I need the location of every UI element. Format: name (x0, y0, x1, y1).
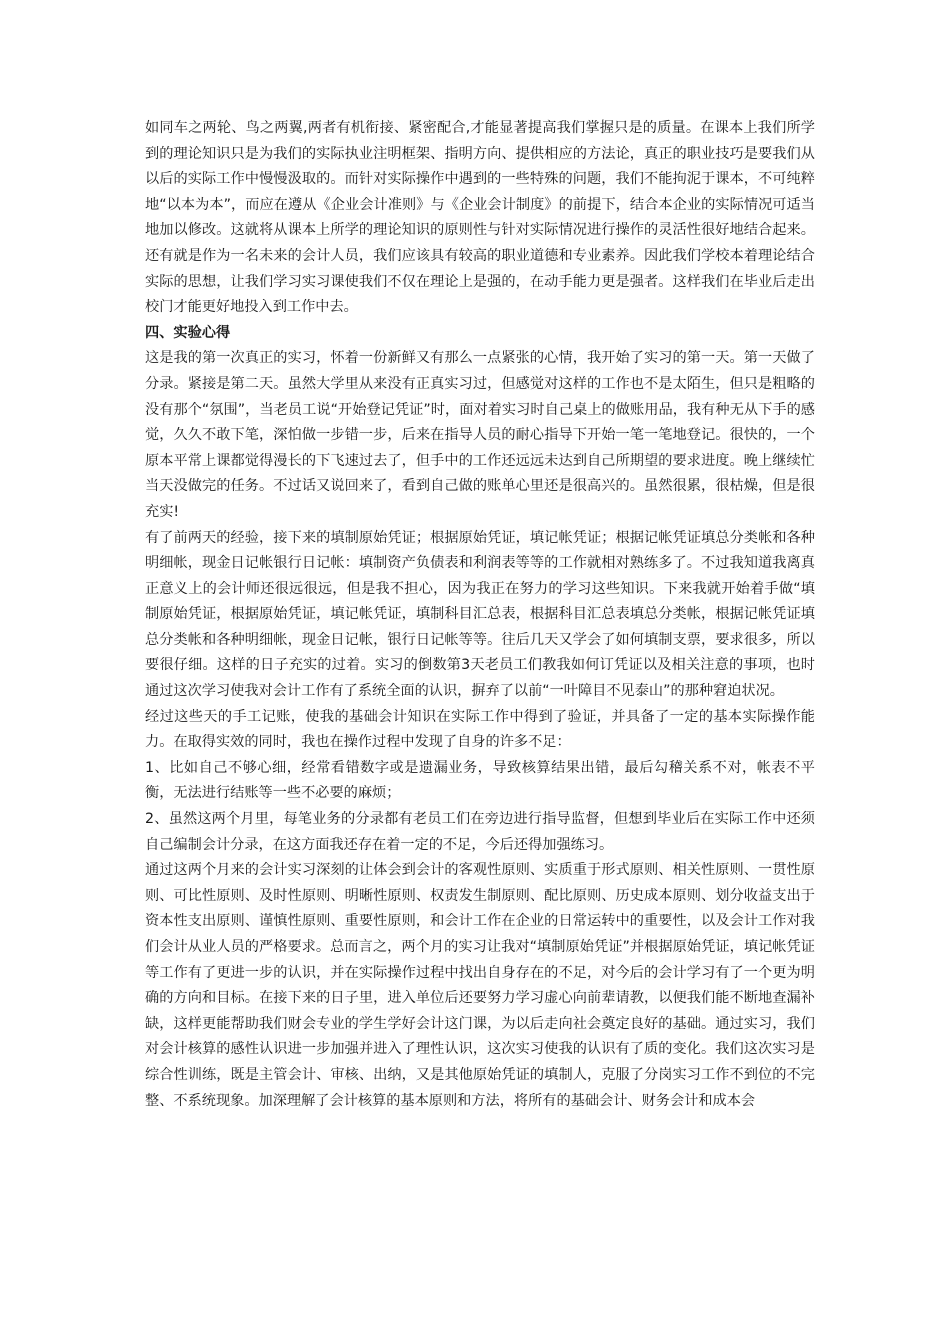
paragraph-first-internship: 这是我的第一次真正的实习，怀着一份新鲜又有那么一点紧张的心情，我开始了实习的第一天。第一天做了分录。紧接是第二天。虽然大学里从来没有正真实习过，但感觉对这样的工作也不是太陌生，但只是粗略的没有那个“氛围”，当老员工说“开始登记凭证”时，面对着实习时自己桌上的做账用品，我有种无从下手的感觉，久久不敢下笔，深怕做一步错一步，后来在指导人员的耐心指导下开始一笔一笔地登记。很快的，一个原本平常上课都觉得漫长的下飞速过去了，但手中的工作还远远未达到自己所期望的要求进度。晚上继续忙当天没做完的任务。不过话又说回来了，看到自己做的账单心里还是很高兴的。虽然很累，很枯燥，但是很充实! (145, 350, 815, 520)
list-item-shortcoming-2: 2、虽然这两个月里，每笔业务的分录都有老员工们在旁边进行指导监督，但想到毕业后在实际工作中还须自己编制会计分录，在这方面我还存在着一定的不足，今后还得加强练习。 (145, 811, 815, 853)
section-heading-experiment-insights: 四、实验心得 (145, 324, 231, 341)
list-item-shortcoming-1: 1、比如自己不够心细，经常看错数字或是遗漏业务，导致核算结果出错，最后勾稽关系不对，帐表不平衡，无法进行结账等一些不必要的麻烦； (145, 759, 815, 802)
paragraph-theory-practice: 如同车之两轮、鸟之两翼,两者有机衔接、紧密配合,才能显著提高我们掌握只是的质量。在课本上我们所学到的理论知识只是为我们的实际执业注明框架、指明方向、提供相应的方法论，真正的职业技巧是要我们从以后的实际工作中慢慢汲取的。而针对实际操作中遇到的一些特殊的问题，我们不能拘泥于课本，不可纯粹地“以本为本”，而应在遵从《企业会计准则》与《企业会计制度》的前提下，结合本企业的实际情况可适当地加以修改。这就将从课本上所学的理论知识的原则性与针对实际情况进行操作的灵活性很好地结合起来。还有就是作为一名未来的会计人员，我们应该具有较高的职业道德和专业素养。因此我们学校本着理论结合实际的思想，让我们学习实习课使我们不仅在理论上是强的，在动手能力更是强者。这样我们在毕业后走出校门才能更好地投入到工作中去。 (145, 120, 815, 316)
paragraph-shortcomings-intro: 经过这些天的手工记账，使我的基础会计知识在实际工作中得到了验证，并具备了一定的基本实际操作能力。在取得实效的同时，我也在操作过程中发现了自身的许多不足： (145, 708, 815, 751)
paragraph-vouchers-work: 有了前两天的经验，接下来的填制原始凭证；根据原始凭证，填记帐凭证；根据记帐凭证填总分类帐和各种明细帐，现金日记帐银行日记帐：填制资产负债表和利润表等等的工作就相对熟练多了。不过我知道我离真正意义上的会计师还很远很远，但是我不担心，因为我正在努力的学习这些知识。下来我就开始着手做“填制原始凭证，根据原始凭证，填记帐凭证，填制科目汇总表，根据科目汇总表填总分类帐，根据记帐凭证填总分类帐和各种明细帐，现金日记帐，银行日记帐等等。往后几天又学会了如何填制支票，要求很多，所以要很仔细。这样的日子充实的过着。实习的倒数第3天老员工们教我如何订凭证以及相关注意的事项，也时通过这次学习使我对会计工作有了系统全面的认识，摒弃了以前“一叶障目不见泰山”的那种窘迫状况。 (145, 529, 815, 700)
paragraph-accounting-principles: 通过这两个月来的会计实习深刻的让体会到会计的客观性原则、实质重于形式原则、相关性原则、一贯性原则、可比性原则、及时性原则、明晰性原则、权责发生制原则、配比原则、历史成本原则、划分收益支出于资本性支出原则、谨慎性原则、重要性原则，和会计工作在企业的日常运转中的重要性，以及会计工作对我们会计从业人员的严格要求。总而言之，两个月的实习让我对“填制原始凭证”并根据原始凭证，填记帐凭证等工作有了更进一步的认识，并在实际操作过程中找出自身存在的不足，对今后的会计学习有了一个更为明确的方向和目标。在接下来的日子里，进入单位后还要努力学习虚心向前辈请教，以便我们能不断地查漏补缺，这样更能帮助我们财会专业的学生学好会计这门课，为以后走向社会奠定良好的基础。通过实习，我们对会计核算的感性认识进一步加强并进入了理性认识，这次实习使我的认识有了质的变化。我们这次实习是综合性训练，既是主管会计、审核、出纳，又是其他原始凭证的填制人，克服了分岗实习工作不到位的不完整、不系统现象。加深理解了会计核算的基本原则和方法，将所有的基础会计、财务会计和成本会 (145, 862, 815, 1109)
document-body (145, 116, 815, 1114)
